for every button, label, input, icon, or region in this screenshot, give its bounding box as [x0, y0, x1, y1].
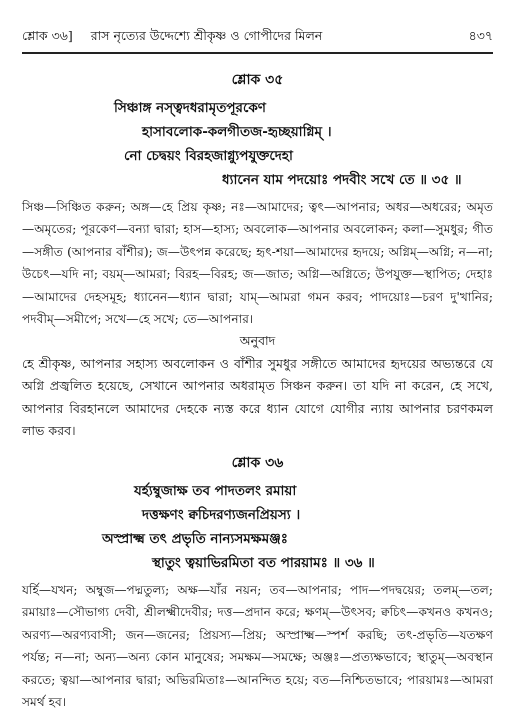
verse-35-heading: শ্লোক ৩৫	[231, 71, 284, 88]
verse-36-line-2: দত্তক্ষণং ক্বচিদরণ্যজনপ্রিয়স্য ।	[142, 506, 301, 523]
verse-35-synonyms: সিঞ্চ—সিঞ্চিত করুন; অঙ্গ—হে প্রিয় কৃষ্ণ; নঃ—আমাদের; ত্বৎ—আপনার; অধর—অধরের; অমৃত—অমৃতের; পূরকেণ—বন্যা দ্বারা; হাস—হাস্য; অবলোক—আপনার অবলোকন; কলা—সুমধুর; গীত—সঙ্গীত (আপনার বাঁশীর); জ—উৎপন্ন করেছে; হৃৎ-শয়া—আমাদের হৃদয়ে; অগ্নিম্—অগ্নি; ন—না; উচেৎ—যদি না; বয়ম্—আমরা; বিরহ—বিরহ; জ—জাত; অগ্নি—অগ্নিতে; উপযুক্ত—স্থাপিত; দেহাঃ—আমাদের দেহসমূহ; ধ্যানেন—ধ্যান দ্বারা; যাম্—আমরা গমন করব; পাদয়োঃ—চরণ দু'খানির; পদবীম্—সমীপে; সখে—হে সখে; তে—আপনার।	[22, 199, 493, 326]
verse-36-line-3: অস্প্রাক্ষ্ম তৎ প্রভৃতি নান্যসমক্ষমঞ্জঃ	[102, 530, 288, 547]
running-header	[22, 28, 493, 48]
verse-35-line-3: নো চেদ্বয়ং বিরহজাগ্ন্যুপযুক্তদেহা	[124, 147, 293, 164]
verse-35-translation: হে শ্রীকৃষ্ণ, আপনার সহাস্য অবলোকন ও বাঁশীর সুমধুর সঙ্গীতে আমাদের হৃদয়ের অভ্যন্তরে যে অগ্নি প্রজ্বলিত হয়েছে, সেখানে আপনার অধরামৃত সিঞ্চন করুন। তা যদি না করেন, হে সখে, আপনার বিরহানলে আমাদের দেহকে ন্যস্ত করে ধ্যান যোগে যোগীর ন্যায় আপনার চরণকমল লাভ করব।	[22, 355, 493, 438]
verse-36-heading: শ্লোক ৩৬	[231, 454, 284, 471]
verse-36-line-1: যর্হ্যম্বুজাক্ষ তব পাদতলং রমায়া	[134, 482, 297, 499]
verse-35-line-2: হাসাবলোক-কলগীতজ-হৃচ্ছয়াগ্নিম্ ।	[142, 123, 332, 140]
verse-36-synonyms: যর্হি—যখন; অম্বুজ—পদ্মতুল্য; অক্ষ—যাঁর নয়ন; তব—আপনার; পাদ—পদদ্বয়ের; তলম্—তল; রমায়াঃ—সৌভাগ্য দেবী, শ্রীলক্ষ্মীদেবীর; দত্ত—প্রদান করে; ক্ষণম্—উৎসব; ক্বচিৎ—কখনও কখনও; অরণ্য—অরণ্যবাসী; জন—জনের; প্রিয়স্য—প্রিয়; অস্প্রাক্ষ্ম—স্পর্শ করছি; তৎ-প্রভৃতি—যতক্ষণ পর্যন্ত; ন—না; অন্য—অন্য কোন মানুষের; সমক্ষম—সমক্ষে; অঞ্জঃ—প্রত্যক্ষভাবে; স্থাতুম্—অবস্থান করতে; ত্বয়া—আপনার দ্বারা; অভিরমিতাঃ—আনন্দিত হয়ে; বত—নিশ্চিতভাবে; পারয়ামঃ—আমরা সমর্থ হব।	[22, 582, 493, 709]
verse-35-line-4: ধ্যানেন যাম পদয়োঃ পদবীং সখে তে ॥ ৩৫ ॥	[222, 171, 462, 188]
header-rule	[22, 52, 493, 54]
chapter-title: রাস নৃত্যের উদ্দেশ্যে শ্রীকৃষ্ণ ও গোপীদের মিলন	[90, 28, 323, 43]
translation-heading: অনুবাদ	[239, 332, 276, 348]
verse-reference: শ্লোক ৩৬]	[22, 28, 73, 43]
verse-36-line-4: স্থাতুং ত্বয়াভিরমিতা বত পারয়ামঃ ॥ ৩৬ ॥	[152, 554, 375, 571]
verse-35-line-1: সিঞ্চাঙ্গ নস্ত্বদধরামৃতপূরকেণ	[114, 99, 266, 116]
page-number: ৪৩৭	[468, 28, 493, 43]
running-header-left	[22, 28, 322, 48]
